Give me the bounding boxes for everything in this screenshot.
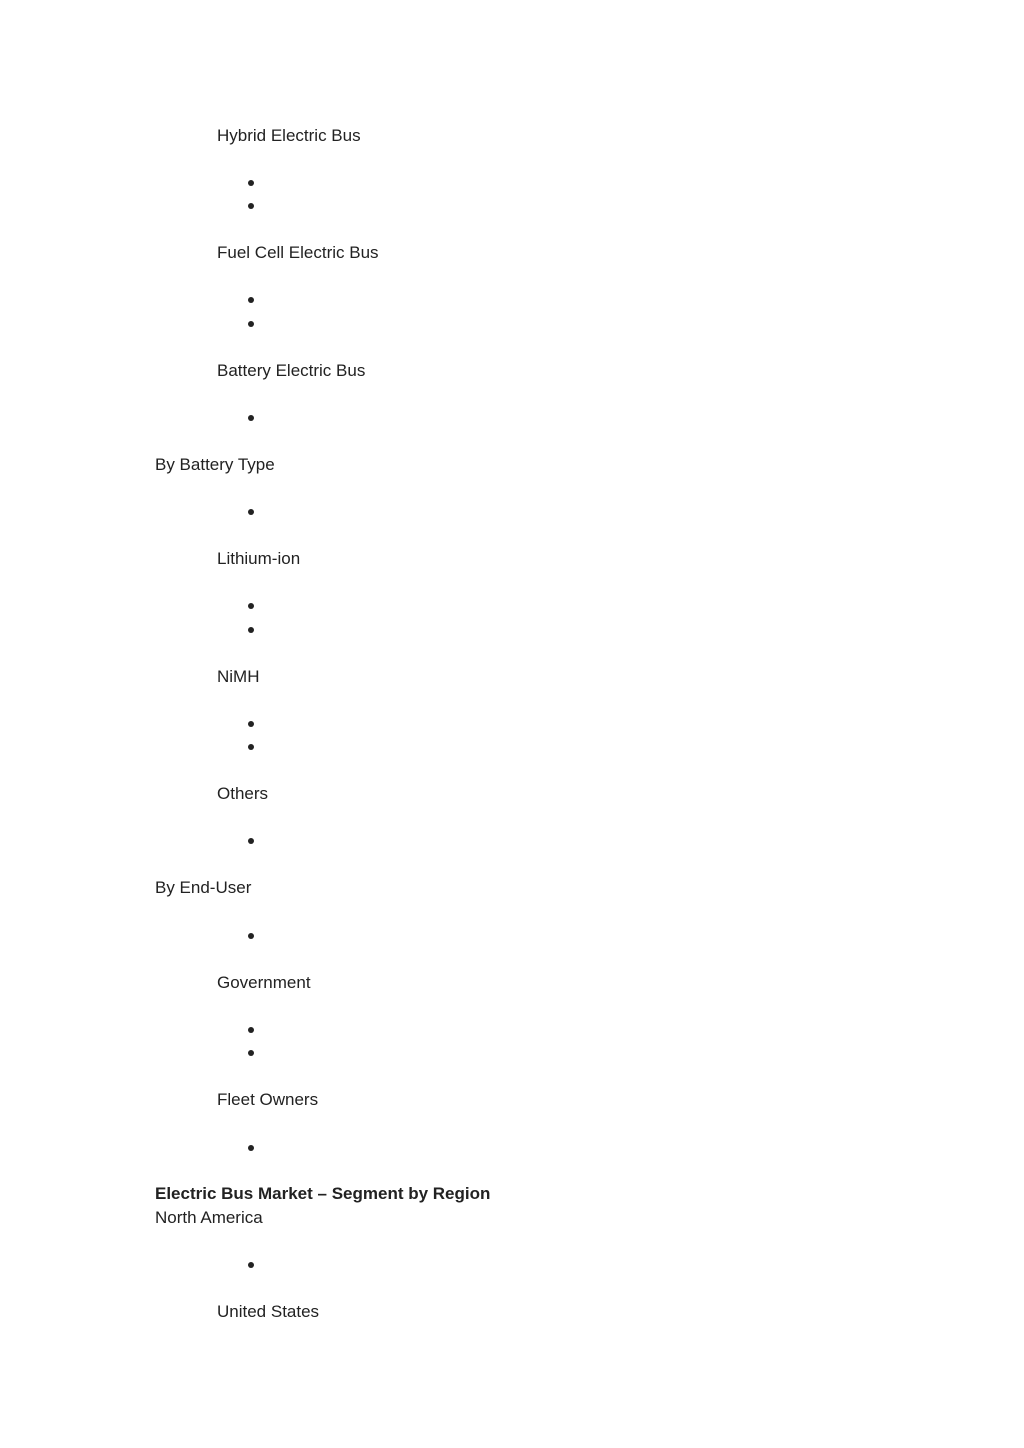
bullet-icon (248, 838, 254, 844)
bullet-icon (248, 203, 254, 209)
list-item-fuel-cell-electric-bus: Fuel Cell Electric Bus (217, 243, 379, 262)
list-item-fleet-owners: Fleet Owners (217, 1090, 319, 1109)
bullet-icon (248, 1027, 254, 1033)
bullet-icon (248, 603, 254, 609)
list-item-battery-electric-bus: Battery Electric Bus (217, 361, 366, 380)
bullet-icon (248, 415, 254, 421)
list-item-united-states: United States (217, 1302, 320, 1321)
bullet-icon (248, 744, 254, 750)
section-label-battery-type: By Battery Type (155, 455, 275, 474)
bullet-icon (248, 321, 254, 327)
list-item-lithium-ion: Lithium-ion (217, 549, 301, 568)
bullet-icon (248, 509, 254, 515)
list-item-government: Government (217, 973, 311, 992)
bullet-icon (248, 1050, 254, 1056)
list-item-hybrid-electric-bus: Hybrid Electric Bus (217, 126, 361, 145)
list-item-nimh: NiMH (217, 667, 260, 686)
section-heading-region: Electric Bus Market – Segment by Region (155, 1184, 491, 1203)
bullet-icon (248, 297, 254, 303)
bullet-icon (248, 933, 254, 939)
bullet-icon (248, 180, 254, 186)
list-item-others: Others (217, 784, 269, 803)
region-label-north-america: North America (155, 1208, 263, 1227)
bullet-icon (248, 721, 254, 727)
bullet-icon (248, 1262, 254, 1268)
section-label-end-user: By End-User (155, 878, 252, 897)
bullet-icon (248, 1145, 254, 1151)
bullet-icon (248, 627, 254, 633)
